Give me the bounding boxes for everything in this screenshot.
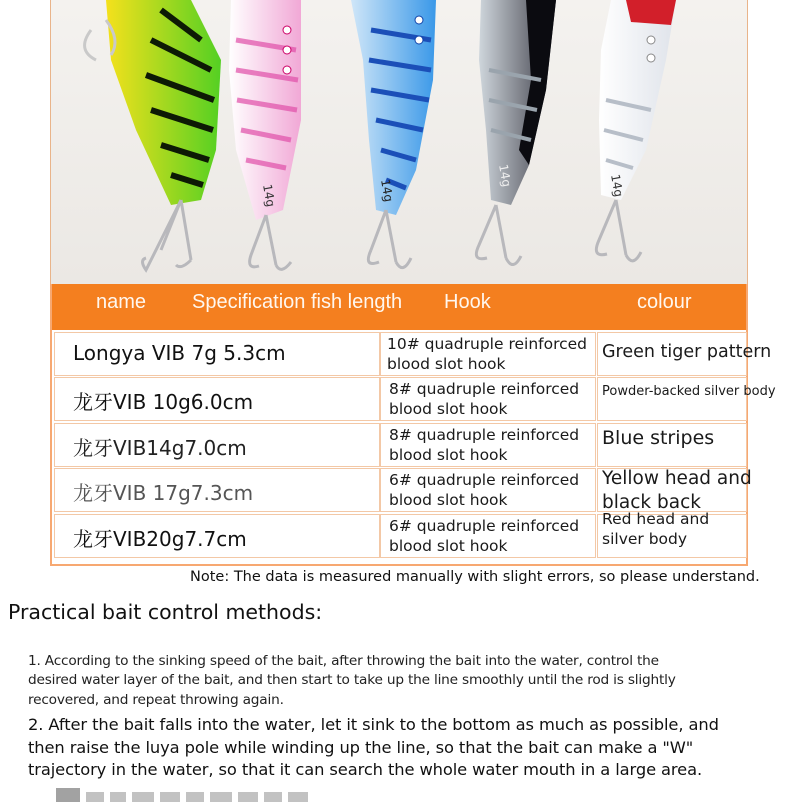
cell-name (54, 468, 380, 512)
methods-title: Practical bait control methods: (8, 600, 323, 624)
table-header (52, 284, 746, 330)
weight-mark: 14g (260, 183, 278, 209)
cell-name (54, 377, 380, 421)
row-colour: Yellow head and black back (602, 468, 752, 513)
lure-blue-stripes (351, 0, 436, 268)
row-colour: Powder-backed silver body (602, 384, 776, 399)
table-row (52, 468, 752, 514)
row-hook-line1: 10# quadruple reinforced (387, 335, 588, 353)
cell-name (54, 514, 380, 558)
row-name: 龙牙VIB 17g7.3cm (73, 481, 254, 505)
row-hook-line2: blood slot hook (389, 491, 508, 509)
table-row (52, 377, 776, 423)
row-name: 龙牙VIB14g7.0cm (73, 436, 247, 460)
cell-colour (597, 423, 747, 467)
table-row (52, 332, 772, 378)
cell-hook (380, 377, 596, 421)
weight-mark: 14g (608, 173, 626, 199)
lure-red-head-silver (596, 0, 676, 261)
row-hook-line2: blood slot hook (389, 400, 508, 418)
product-photo (50, 0, 748, 284)
row-hook-line1: 8# quadruple reinforced (389, 380, 580, 398)
row-hook-line1: 6# quadruple reinforced (389, 471, 580, 489)
row-hook-line1: 6# quadruple reinforced (389, 517, 580, 535)
cut-off-glyphs (52, 782, 352, 802)
row-name: Longya VIB 7g 5.3cm (73, 341, 286, 365)
lure-black-back (476, 0, 556, 265)
row-colour: Red head and silver body (602, 510, 710, 548)
lures-illustration (51, 0, 749, 284)
weight-mark: 14g (378, 178, 396, 204)
method-step-2: 2. After the bait falls into the water, let it sink to the bottom as much as possible, and then raise the luya pole while winding up the line, so that the bait can make a "W" trajectory in the water, so that it can search the whole water mouth in a large area. (28, 715, 719, 779)
table-row (52, 510, 746, 560)
cell-hook (380, 332, 596, 376)
cell-colour (597, 377, 776, 421)
cell-colour (597, 468, 752, 513)
method-step-1: 1. According to the sinking speed of the bait, after throwing the bait into the water, control the desired water layer of the bait, and then start to take up the line smoothly until the rod is slightly recovered, and repeat throwing again. (28, 653, 676, 708)
cut-off-text-decoration (52, 782, 352, 802)
row-name: 龙牙VIB20g7.7cm (73, 527, 247, 551)
lure-pink-silver (229, 0, 301, 269)
header-name: name (96, 291, 147, 313)
measurement-note: Note: The data is measured manually with slight errors, so please understand. (190, 569, 760, 585)
cell-name (54, 332, 380, 376)
spec-table (50, 284, 776, 566)
row-hook-line1: 8# quadruple reinforced (389, 426, 580, 444)
lure-green-tiger (85, 0, 221, 270)
cell-colour (597, 510, 747, 558)
cell-colour (597, 332, 772, 376)
row-colour: Blue stripes (602, 427, 715, 449)
cell-name (54, 423, 380, 467)
header-colour: colour (637, 291, 692, 313)
table-row (52, 423, 746, 469)
header-hook: Hook (444, 291, 491, 313)
cell-hook (380, 468, 596, 512)
header-spec: Specification fish length (192, 291, 403, 313)
weight-mark: 14g (496, 163, 514, 189)
row-hook-line2: blood slot hook (387, 355, 506, 373)
row-hook-line2: blood slot hook (389, 537, 508, 555)
row-hook-line2: blood slot hook (389, 446, 508, 464)
row-name: 龙牙VIB 10g6.0cm (73, 390, 254, 414)
row-colour: Green tiger pattern (602, 342, 772, 362)
cell-hook (380, 514, 596, 558)
cell-hook (380, 423, 596, 467)
